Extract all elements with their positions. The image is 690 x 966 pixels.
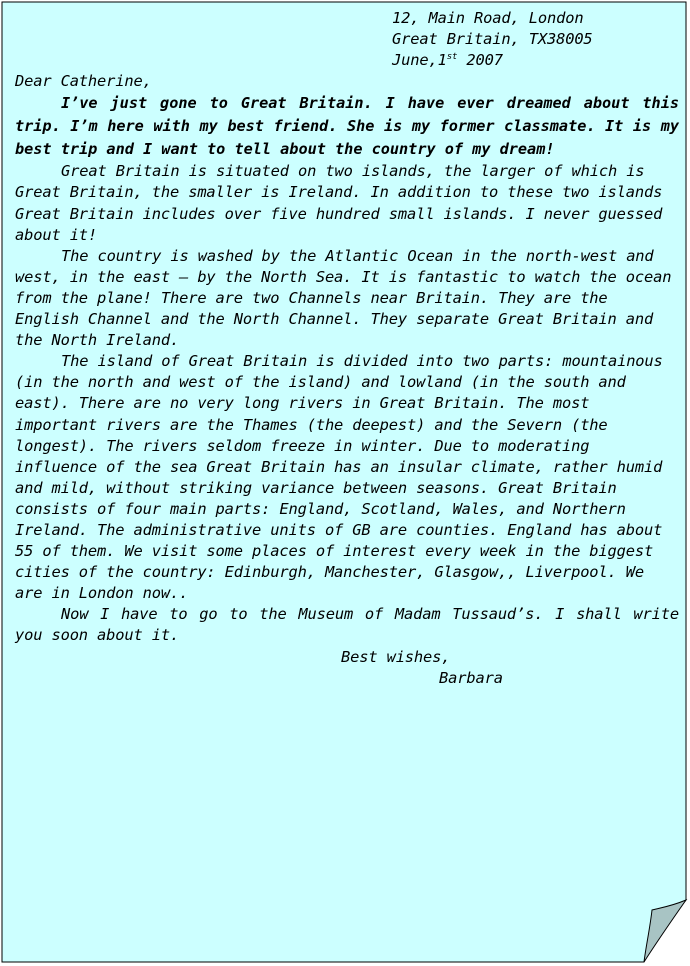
address-line-date xyxy=(15,50,679,71)
letter-body xyxy=(15,8,679,689)
paragraph-closing: Now I have to go to the Museum of Madam Tussaud’s. I shall write you soon about it. xyxy=(15,605,679,645)
date-prefix: June,1 xyxy=(392,51,447,70)
intro-paragraph: I’ve just gone to Great Britain. I have ever dreamed about this trip. I’m here with my best friend. She is my former classmate. It is my best trip and I want to tell about the country of my dream! xyxy=(15,94,679,159)
greeting: Dear Catherine, xyxy=(15,72,152,91)
signature: Barbara xyxy=(439,668,503,687)
date-year: 2007 xyxy=(457,51,503,70)
paragraph-seas: The country is washed by the Atlantic Ocean in the north-west and west, in the east — by the North Sea. It is fantastic to watch the ocean from the plane! There are two Channels near Britain. They are the English Channel and the North Channel. They separate Great Britain and the North Ireland. xyxy=(15,246,672,350)
address-line-country: Great Britain, TX38005 xyxy=(392,30,593,49)
signoff: Best wishes, xyxy=(341,647,451,666)
address-line-street: 12, Main Road, London xyxy=(392,9,584,27)
date-ordinal-suffix: st xyxy=(446,52,458,63)
paragraph-islands: Great Britain is situated on two islands, the larger of which is Great Britain, the smaller is Ireland. In addition to these two islands Great Britain includes over five hundred small islands. I never guessed about it! xyxy=(15,162,663,244)
paragraph-geography: The island of Great Britain is divided into two parts: mountainous (in the north and west of the island) and lowland (in the south and east). There are no very long rivers in Great Britain. The most important rivers are the Thames (the deepest) and the Severn (the longest). The rivers seldom freeze in winter. Due to moderating influence of the sea Great Britain has an insular climate, rather humid and mild, without striking variance between seasons. Great Britain consists of four main parts: England, Scotland, Wales, and Northern Ireland. The administrative units of GB are counties. England has about 55 of them. We visit some places of interest every week in the biggest cities of the country: Edinburgh, Manchester, Glasgow,, Liverpool. We are in London now.. xyxy=(15,352,663,603)
